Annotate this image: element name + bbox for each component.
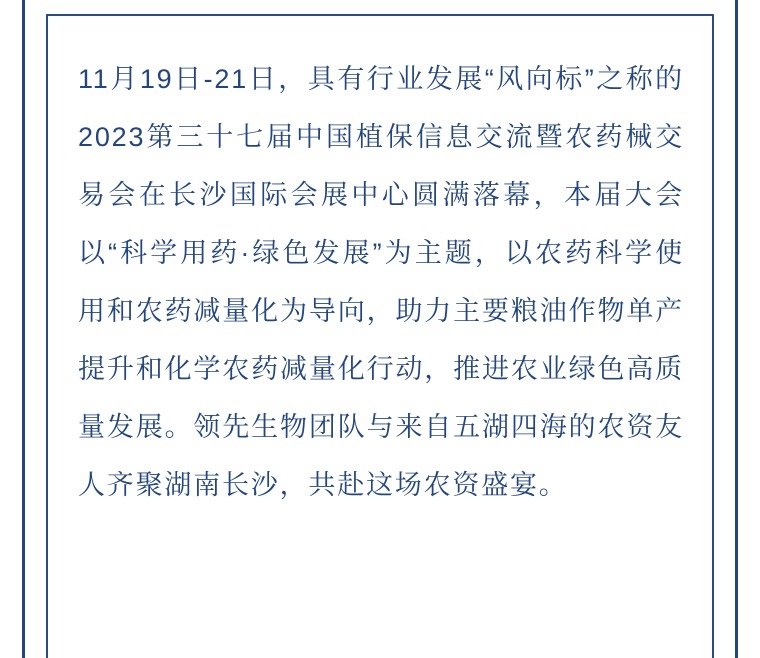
body-paragraph: 11月19日-21日，具有行业发展“风向标”之称的2023第三十七届中国植保信息交流暨农药械交易会在长沙国际会展中心圆满落幕，本届大会以“科学用药·绿色发展”为主题，以农药科学使用和农药减量化为导向，助力主要粮油作物单产提升和化学农药减量化行动，推进农业绿色高质量发展。领先生物团队与来自五湖四海的农资友人齐聚湖南长沙，共赴这场农资盛宴。 [78, 64, 684, 500]
content-area [78, 50, 684, 630]
